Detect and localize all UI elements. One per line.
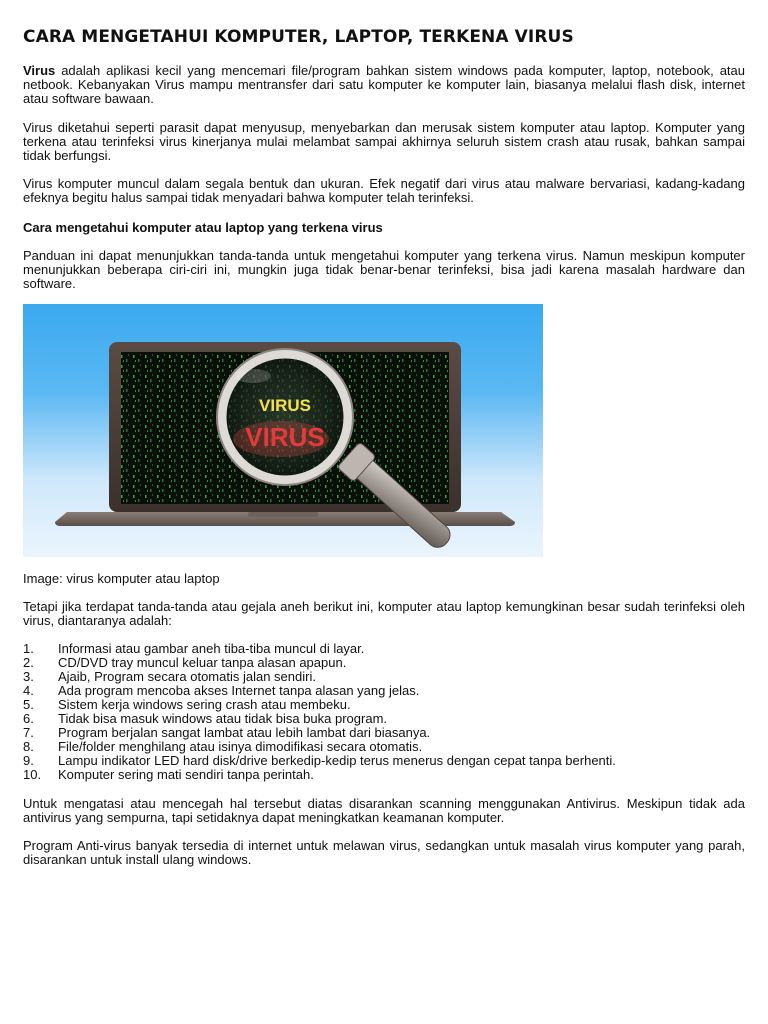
list-item: 4. Ada program mencoba akses Internet tanpa alasan yang jelas.	[23, 682, 420, 698]
laptop-virus-image	[23, 304, 543, 557]
paragraph-3: Virus komputer muncul dalam segala bentuk dan ukuran. Efek negatif dari virus atau malware bervariasi, kadang-kadang efeknya begitu halus sampai tidak menyadari bahwa komputer telah terinfeksi.	[23, 176, 745, 206]
list-item: 8. File/folder menghilang atau isinya dimodifikasi secara otomatis.	[23, 739, 423, 755]
section-subheading: Cara mengetahui komputer atau laptop yang terkena virus	[23, 219, 383, 235]
list-item: 7. Program berjalan sangat lambat atau lebih lambat dari biasanya.	[23, 725, 431, 741]
virus-label-red: VIRUS	[245, 422, 325, 453]
virus-label-yellow: VIRUS	[259, 396, 311, 416]
list-item: 2. CD/DVD tray muncul keluar tanpa alasan apapun.	[23, 654, 347, 670]
intro-bold-word: Virus	[23, 63, 56, 78]
symptom-list	[23, 642, 745, 783]
document-page	[23, 26, 745, 867]
image-caption: Image: virus komputer atau laptop	[23, 571, 220, 587]
list-item: 5. Sistem kerja windows sering crash atau membeku.	[23, 697, 351, 713]
laptop-magnifier-icon	[23, 304, 543, 557]
paragraph-7: Program Anti-virus banyak tersedia di internet untuk melawan virus, sedangkan untuk masalah virus komputer yang parah, disarankan untuk install ulang windows.	[23, 837, 745, 868]
document-title: CARA MENGETAHUI KOMPUTER, LAPTOP, TERKENA VIRUS	[23, 27, 574, 47]
list-item: 3. Ajaib, Program secara otomatis jalan sendiri.	[23, 668, 316, 684]
intro-text: adalah aplikasi kecil yang mencemari file/program bahkan sistem windows pada komputer, laptop, notebook, atau netbook. Kebanyakan Virus mampu mentransfer dari satu komputer ke komputer lain, biasanya melalui flash disk, internet atau software bawaan.	[23, 63, 745, 107]
list-item: 10. Komputer sering mati sendiri tanpa perintah.	[23, 767, 314, 783]
paragraph-4: Panduan ini dapat menunjukkan tanda-tanda untuk mengetahui komputer yang terkena virus. Namun meskipun komputer menunjukkan beberapa ciri-ciri ini, mungkin juga tidak benar-benar terinfeksi, bisa jadi karena masalah hardware dan software.	[23, 247, 745, 292]
intro-paragraph	[23, 64, 745, 107]
list-item: 1. Informasi atau gambar aneh tiba-tiba muncul di layar.	[23, 640, 365, 656]
paragraph-2: Virus diketahui seperti parasit dapat menyusup, menyebarkan dan merusak sistem komputer atau laptop. Komputer yang terkena atau terinfeksi virus kinerjanya mulai melambat sampai akhirnya seluruh sistem crash atau rusak, bahkan sampai tidak berfungsi.	[23, 119, 745, 164]
paragraph-5: Tetapi jika terdapat tanda-tanda atau gejala aneh berikut ini, komputer atau laptop kemungkinan besar sudah terinfeksi oleh virus, diantaranya adalah:	[23, 599, 745, 629]
list-item: 6. Tidak bisa masuk windows atau tidak bisa buka program.	[23, 711, 388, 727]
list-item: 9. Lampu indikator LED hard disk/drive berkedip-kedip terus menerus dengan cepat tanpa berhenti.	[23, 753, 616, 769]
paragraph-6: Untuk mengatasi atau mencegah hal tersebut diatas disarankan scanning menggunakan Antivirus. Meskipun tidak ada antivirus yang sempurna, tapi setidaknya dapat meningkatkan keamanan komputer.	[23, 795, 745, 825]
